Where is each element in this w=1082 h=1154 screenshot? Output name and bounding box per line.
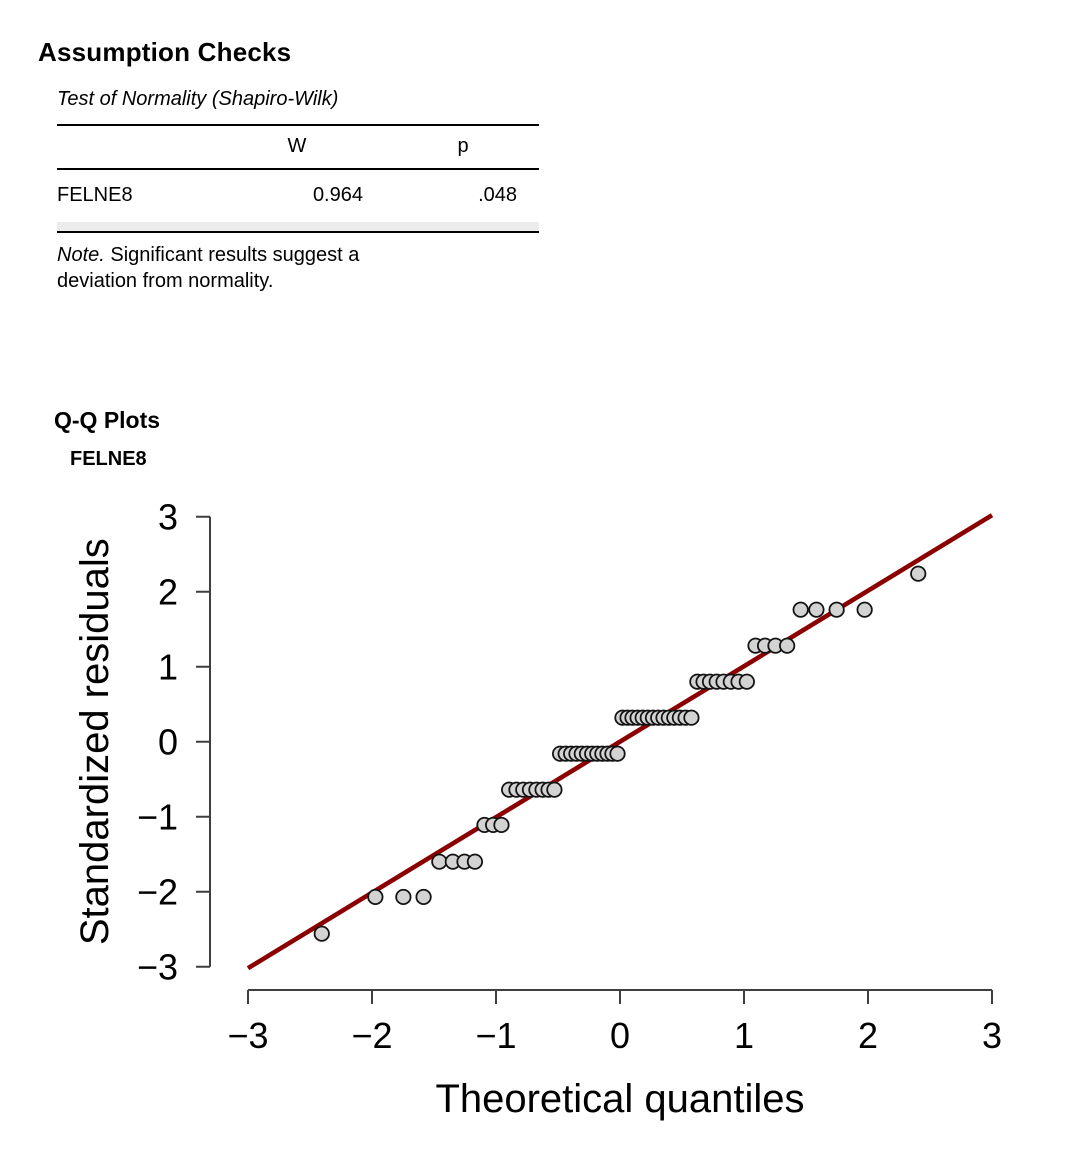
qq-point xyxy=(368,890,382,904)
x-axis-title: Theoretical quantiles xyxy=(435,1077,805,1121)
y-tick-label: 3 xyxy=(157,496,178,538)
w-value-cell: 0.964 xyxy=(312,184,363,206)
qq-point xyxy=(416,890,430,904)
table-note-line2: deviation from normality. xyxy=(57,270,274,292)
table-note xyxy=(57,242,539,294)
assumption-checks-heading: Assumption Checks xyxy=(38,37,292,68)
x-tick-label: −3 xyxy=(227,1015,269,1056)
y-tick-label: 0 xyxy=(157,721,178,763)
qq-point xyxy=(780,639,794,653)
variable-name-cell: FELNE8 xyxy=(57,184,133,206)
table-row xyxy=(57,169,539,222)
col-header-variable xyxy=(57,125,207,169)
normality-table-title: Test of Normality (Shapiro-Wilk) xyxy=(57,88,339,110)
y-tick-label: 1 xyxy=(157,646,178,688)
qq-reference-line xyxy=(248,515,992,968)
y-axis-title: Standardized residuals xyxy=(73,538,117,946)
y-tick-label: −2 xyxy=(136,871,178,913)
x-tick-label: 3 xyxy=(981,1015,1003,1056)
note-line1-text: Significant results suggest a xyxy=(104,244,360,266)
qq-point xyxy=(911,567,925,581)
table-footer-band xyxy=(57,222,539,233)
qq-point xyxy=(315,927,329,941)
qq-point xyxy=(857,603,871,617)
qq-point xyxy=(610,747,624,761)
x-tick-label: 0 xyxy=(609,1015,631,1056)
qq-point xyxy=(829,603,843,617)
qq-point xyxy=(494,818,508,832)
p-value-cell: .048 xyxy=(478,184,517,206)
normality-table-block xyxy=(57,88,539,294)
x-tick-label: 2 xyxy=(857,1015,879,1056)
table-note-line1 xyxy=(57,242,539,268)
y-axis xyxy=(196,517,210,967)
qq-point xyxy=(547,783,561,797)
qq-point xyxy=(396,890,410,904)
x-tick-label: 1 xyxy=(733,1015,755,1056)
y-tick-label: 2 xyxy=(157,571,178,613)
col-header-p: p xyxy=(387,125,539,169)
col-header-w: W xyxy=(207,125,387,169)
qq-point xyxy=(793,603,807,617)
qq-plot xyxy=(0,480,1082,1154)
qq-point xyxy=(432,855,446,869)
note-prefix: Note. xyxy=(57,244,105,266)
y-tick-label: −1 xyxy=(136,796,178,838)
x-tick-label: −1 xyxy=(475,1015,517,1056)
qq-plot-title: FELNE8 xyxy=(70,448,147,470)
qq-point xyxy=(684,711,698,725)
x-axis xyxy=(248,990,992,1004)
qq-plots-heading: Q-Q Plots xyxy=(54,407,161,434)
qq-point xyxy=(740,675,754,689)
y-tick-label: −3 xyxy=(136,946,178,988)
normality-table-header-row xyxy=(57,125,539,169)
qq-point xyxy=(809,603,823,617)
qq-point xyxy=(468,855,482,869)
normality-table xyxy=(57,124,539,222)
x-tick-label: −2 xyxy=(351,1015,393,1056)
